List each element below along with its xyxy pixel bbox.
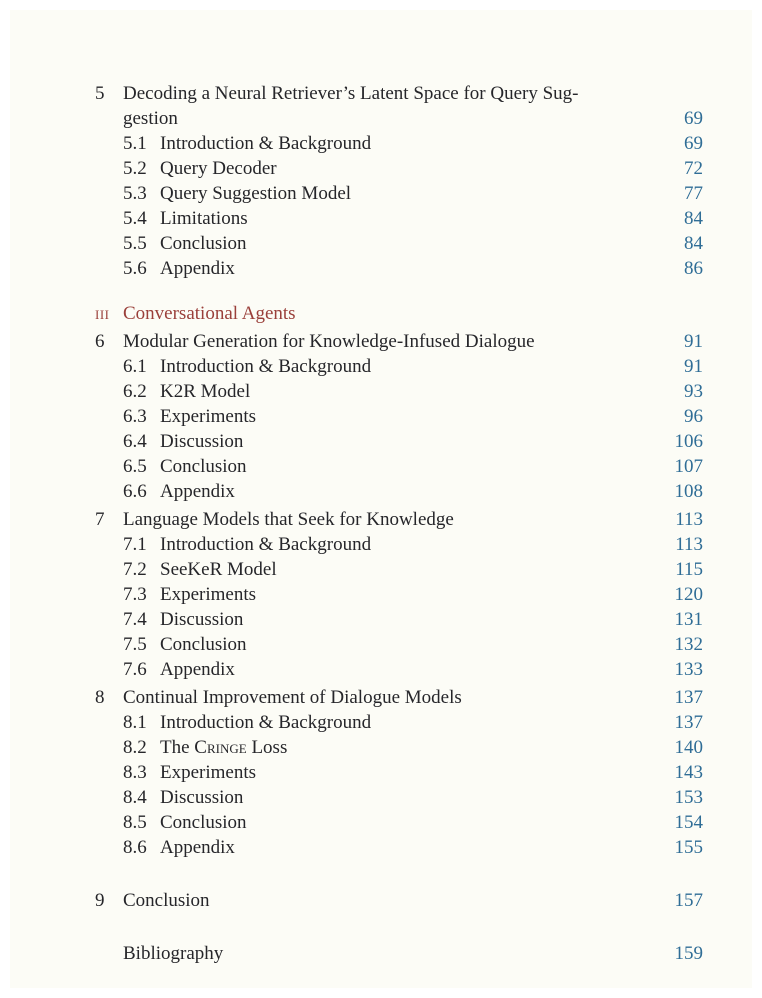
- section-number: 5.4: [123, 208, 147, 229]
- page-number-link[interactable]: 108: [674, 481, 703, 502]
- page-number-link[interactable]: 154: [674, 812, 703, 833]
- page-number-link[interactable]: 133: [674, 659, 703, 680]
- title-text: Loss: [246, 737, 288, 758]
- section-number: 5.1: [123, 133, 147, 154]
- table-of-contents: [95, 81, 703, 966]
- page-number-link[interactable]: 153: [674, 787, 703, 808]
- page-number-link[interactable]: 137: [674, 687, 703, 708]
- title-text: The: [160, 737, 195, 758]
- page-number-link[interactable]: 86: [684, 258, 703, 279]
- page-number-link[interactable]: 132: [674, 634, 703, 655]
- page-number-link[interactable]: 113: [675, 534, 703, 555]
- section-number: 6.1: [123, 356, 147, 377]
- toc-section-row: [95, 657, 703, 682]
- toc-section-row: [95, 735, 703, 760]
- page-number-link[interactable]: 106: [674, 431, 703, 452]
- section-title: Conclusion: [160, 233, 247, 254]
- backmatter-title: Bibliography: [123, 943, 224, 964]
- chapter-title: Continual Improvement of Dialogue Models: [123, 687, 462, 708]
- toc-backmatter-row: [95, 941, 703, 966]
- section-number: 7.3: [123, 584, 147, 605]
- toc-chapter-row: [95, 329, 703, 354]
- page-number-link[interactable]: 77: [684, 183, 703, 204]
- section-title: Experiments: [160, 584, 257, 605]
- toc-section-row: [95, 131, 703, 156]
- page-number-link[interactable]: 84: [684, 233, 703, 254]
- toc-section-row: [95, 404, 703, 429]
- toc-section-row: [95, 835, 703, 860]
- section-number: 8.6: [123, 837, 147, 858]
- page-number-link[interactable]: 91: [684, 331, 703, 352]
- section-number: 6.6: [123, 481, 147, 502]
- section-title: Introduction & Background: [160, 133, 372, 154]
- page-number-link[interactable]: 137: [674, 712, 703, 733]
- section-number: 7.5: [123, 634, 147, 655]
- page-number-link[interactable]: 91: [684, 356, 703, 377]
- toc-section-row: [95, 379, 703, 404]
- toc-section-row: [95, 557, 703, 582]
- section-title: Experiments: [160, 762, 257, 783]
- chapter-number: 8: [95, 687, 105, 708]
- section-title: Discussion: [160, 609, 244, 630]
- section-number: 6.4: [123, 431, 147, 452]
- section-title: Conclusion: [160, 456, 247, 477]
- page-number-link[interactable]: 143: [674, 762, 703, 783]
- section-number: 5.5: [123, 233, 147, 254]
- section-number: 8.4: [123, 787, 147, 808]
- toc-chapter-row: [95, 81, 703, 131]
- section-number: 5.2: [123, 158, 147, 179]
- chapter-title: [123, 81, 578, 131]
- toc-section-row: [95, 785, 703, 810]
- page-number-link[interactable]: 69: [684, 133, 703, 154]
- page-number-link[interactable]: 131: [674, 609, 703, 630]
- page-number-link[interactable]: 159: [674, 943, 703, 964]
- section-title: Appendix: [160, 659, 235, 680]
- section-title: K2R Model: [160, 381, 251, 402]
- section-number: 8.1: [123, 712, 147, 733]
- section-number: 7.6: [123, 659, 147, 680]
- part-number: iii: [95, 303, 110, 324]
- toc-chapter-row: [95, 888, 703, 913]
- page-number-link[interactable]: 72: [684, 158, 703, 179]
- section-title: Introduction & Background: [160, 356, 372, 377]
- section-title: Experiments: [160, 406, 257, 427]
- toc-section-row: [95, 710, 703, 735]
- toc-section-row: [95, 479, 703, 504]
- toc-section-row: [95, 582, 703, 607]
- toc-section-row: [95, 206, 703, 231]
- part-title[interactable]: Conversational Agents: [123, 303, 296, 324]
- chapter-title: Conclusion: [123, 890, 210, 911]
- section-number: 5.6: [123, 258, 147, 279]
- section-title: Introduction & Background: [160, 534, 372, 555]
- toc-section-row: [95, 607, 703, 632]
- page-number-link[interactable]: 155: [674, 837, 703, 858]
- section-title: [160, 735, 287, 760]
- section-number: 5.3: [123, 183, 147, 204]
- section-title: Appendix: [160, 258, 235, 279]
- toc-section-row: [95, 181, 703, 206]
- section-number: 8.5: [123, 812, 147, 833]
- section-title: Conclusion: [160, 812, 247, 833]
- section-title: Conclusion: [160, 634, 247, 655]
- section-number: 6.5: [123, 456, 147, 477]
- chapter-title: Modular Generation for Knowledge-Infused Dialogue: [123, 331, 535, 352]
- section-title: Appendix: [160, 837, 235, 858]
- section-number: 7.2: [123, 559, 147, 580]
- section-title: Discussion: [160, 787, 244, 808]
- toc-section-row: [95, 760, 703, 785]
- chapter-title: Language Models that Seek for Knowledge: [123, 509, 454, 530]
- section-title: Query Decoder: [160, 158, 277, 179]
- chapter-number: 5: [95, 83, 105, 104]
- page-number-link[interactable]: 120: [674, 584, 703, 605]
- page-number-link[interactable]: 113: [675, 509, 703, 530]
- page-number-link[interactable]: 93: [684, 381, 703, 402]
- toc-part-row: [95, 301, 703, 326]
- toc-section-row: [95, 231, 703, 256]
- section-number: 7.1: [123, 534, 147, 555]
- section-number: 7.4: [123, 609, 147, 630]
- chapter-number: 9: [95, 890, 105, 911]
- title-line: Decoding a Neural Retriever’s Latent Space for Query Sug-: [123, 83, 579, 104]
- section-title: SeeKeR Model: [160, 559, 277, 580]
- page-number-link[interactable]: 96: [684, 406, 703, 427]
- section-number: 8.2: [123, 737, 147, 758]
- title-line: gestion: [123, 108, 178, 129]
- page-number-link[interactable]: 84: [684, 208, 703, 229]
- section-title: Introduction & Background: [160, 712, 372, 733]
- page-number-link[interactable]: 107: [674, 456, 703, 477]
- smallcaps-text: Cringe: [194, 737, 247, 758]
- section-title: Query Suggestion Model: [160, 183, 352, 204]
- toc-section-row: [95, 429, 703, 454]
- page-number-link[interactable]: 140: [674, 737, 703, 758]
- toc-section-row: [95, 256, 703, 281]
- toc-section-row: [95, 354, 703, 379]
- page-number-link[interactable]: 115: [675, 559, 703, 580]
- section-number: 8.3: [123, 762, 147, 783]
- section-number: 6.3: [123, 406, 147, 427]
- toc-section-row: [95, 454, 703, 479]
- page-number-link[interactable]: 69: [684, 108, 703, 129]
- section-number: 6.2: [123, 381, 147, 402]
- toc-chapter-row: [95, 685, 703, 710]
- section-title: Appendix: [160, 481, 235, 502]
- toc-chapter-row: [95, 507, 703, 532]
- toc-section-row: [95, 810, 703, 835]
- section-title: Limitations: [160, 208, 248, 229]
- chapter-number: 7: [95, 509, 105, 530]
- toc-section-row: [95, 532, 703, 557]
- page-number-link[interactable]: 157: [674, 890, 703, 911]
- chapter-number: 6: [95, 331, 105, 352]
- toc-section-row: [95, 632, 703, 657]
- section-title: Discussion: [160, 431, 244, 452]
- toc-section-row: [95, 156, 703, 181]
